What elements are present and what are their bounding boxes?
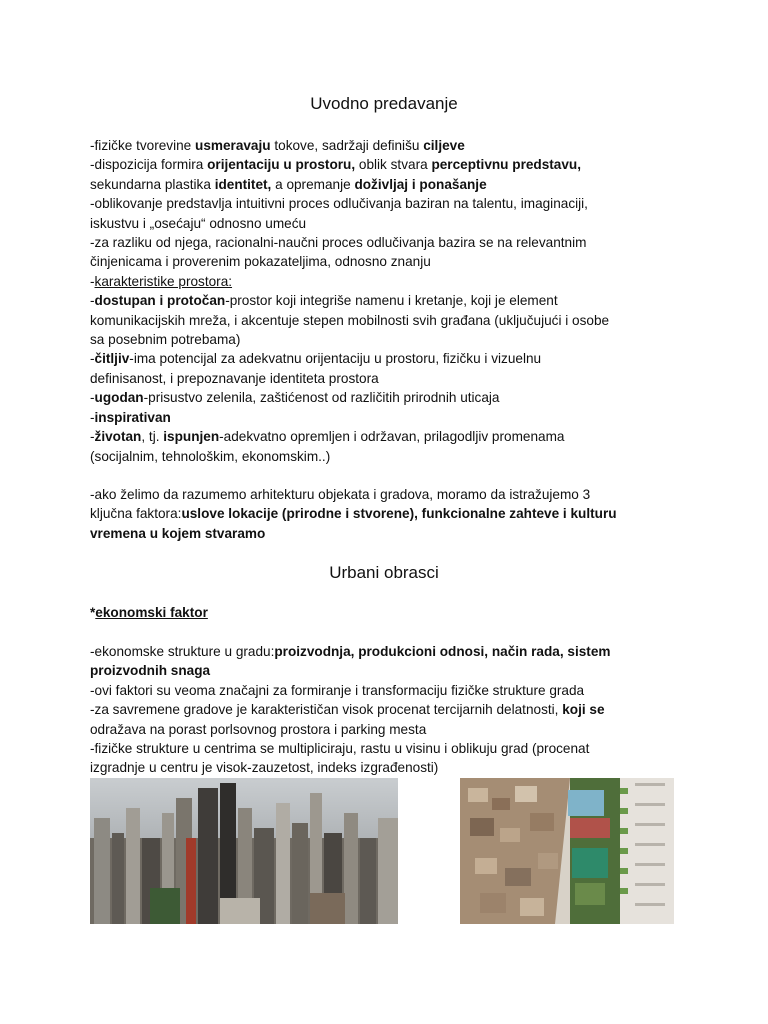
paragraph-line: odražava na porast porlsovnog prostora i parking mesta bbox=[90, 721, 427, 737]
page-title: Uvodno predavanje bbox=[310, 94, 458, 113]
intro-section bbox=[90, 136, 690, 466]
paragraph-line: ključna faktora:uslove lokacije (prirodne i stvorene), funkcionalne zahteve i kulturu bbox=[90, 506, 617, 522]
list-item: -životan, tj. ispunjen-adekvatno opremljen i održavan, prilagodljiv promenama bbox=[90, 429, 565, 445]
section-title: Urbani obrasci bbox=[329, 563, 439, 582]
paragraph-line: sekundarna plastika identitet, a opremanje doživljaj i ponašanje bbox=[90, 176, 487, 192]
paragraph-line: vremena u kojem stvaramo bbox=[90, 525, 266, 541]
economic-heading: *ekonomski faktor bbox=[90, 605, 208, 620]
list-item: -ugodan-prisustvo zelenila, zaštićenost od različitih prirodnih uticaja bbox=[90, 390, 500, 406]
list-item: -čitljiv-ima potencijal za adekvatnu orijentaciju u prostoru, fizičku i vizuelnu bbox=[90, 351, 542, 367]
favela-highrise-photo bbox=[460, 778, 674, 924]
paragraph-line: iskustvu i „osećaju“ odnosno umeću bbox=[90, 215, 307, 231]
paragraph-line: definisanost, i prepoznavanje identiteta prostora bbox=[90, 370, 379, 386]
economic-factor-heading: ekonomski faktor bbox=[95, 605, 208, 620]
paragraph-line: -fizičke strukture u centrima se multipliciraju, rastu u visinu i oblikuju grad (procenat bbox=[90, 741, 590, 757]
factors-section bbox=[90, 485, 690, 543]
paragraph-line: izgradnje u centru je visok-zauzetost, indeks izgrađenosti) bbox=[90, 760, 439, 776]
list-item: -inspirativan bbox=[90, 409, 171, 425]
city-skyline-photo bbox=[90, 778, 398, 924]
paragraph-line: -fizičke tvorevine usmeravaju tokove, sadržaji definišu ciljeve bbox=[90, 138, 465, 153]
list-item: -dostupan i protočan-prostor koji integriše namenu i kretanje, koji je element bbox=[90, 293, 558, 309]
paragraph-line: -za savremene gradove je karakterističan visok procenat tercijarnih delatnosti, koji se bbox=[90, 702, 605, 718]
paragraph-line: -ekonomske strukture u gradu:proizvodnja, produkcioni odnosi, način rada, sistem bbox=[90, 644, 611, 659]
paragraph-line: proizvodnih snaga bbox=[90, 663, 211, 679]
paragraph-line: sa posebnim potrebama) bbox=[90, 332, 241, 348]
paragraph-line: -dispozicija formira orijentaciju u prostoru, oblik stvara perceptivnu predstavu, bbox=[90, 157, 582, 173]
paragraph-line: -za razliku od njega, racionalni-naučni proces odlučivanja bazira se na relevantnim bbox=[90, 235, 587, 251]
paragraph-line: -oblikovanje predstavlja intuitivni proces odlučivanja baziran na talentu, imaginaciji, bbox=[90, 196, 588, 212]
subheading-line: -karakteristike prostora: bbox=[90, 273, 233, 289]
paragraph-line: činjenicama i proverenim pokazateljima, odnosno znanju bbox=[90, 254, 431, 270]
paragraph-line: komunikacijskih mreža, i akcentuje stepen mobilnosti svih građana (uključujući i osobe bbox=[90, 312, 610, 328]
paragraph-line: -ovi faktori su veoma značajni za formiranje i transformaciju fizičke strukture grada bbox=[90, 682, 585, 698]
paragraph-line: -ako želimo da razumemo arhitekturu objekata i gradova, moramo da istražujemo 3 bbox=[90, 487, 591, 502]
paragraph-line: (socijalnim, tehnološkim, ekonomskim..) bbox=[90, 448, 331, 464]
economic-section bbox=[90, 642, 690, 778]
